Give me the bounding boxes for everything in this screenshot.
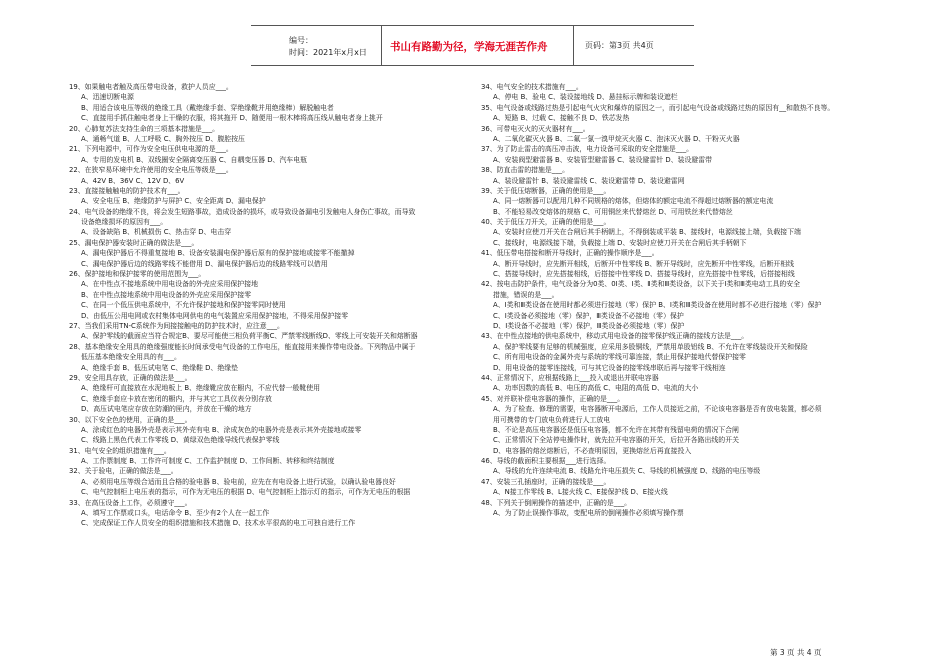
answer-option-line: A、同一熔断器可以配用几种不同规格的熔体，但熔体的额定电流不得超过熔断器的额定电流 (493, 197, 774, 206)
answer-option-line: C、完成保证工作人员安全的组织措施和技术措施 D、技术水平很高的电工可独自进行工作 (81, 519, 356, 528)
answer-option-line: A、Ⅰ类和Ⅲ类设备在使用时都必须进行接地（零）保护 B、Ⅰ类和Ⅲ类设备在使用时都不必进行接地（零）保护 (493, 301, 822, 310)
question-line: 48、下列关于倒闸操作的描述中，正确的是___。 (481, 498, 632, 507)
answer-option-line: C、所有用电设备的金属外壳与系统的零线可靠连接，禁止用保护接地代替保护接零 (493, 353, 746, 362)
answer-option-line: A、N接工作零线 B、L接火线 C、E接保护线 D、E接火线 (493, 488, 668, 497)
question-line: 22、在狭窄易环境中允许使用的安全电压等级是___。 (69, 166, 233, 175)
question-line: 33、在高压设备上工作，必须遵守___。 (69, 498, 192, 507)
answer-option-line: 用可携带的专门放电负荷进行人工放电 (493, 415, 611, 424)
answer-option-line: C、漏电保护器后边的线路零线不能借用 D、漏电保护器后边的线路零线可以借用 (81, 259, 328, 268)
answer-option-line: A、设备缺陷 B、机械损伤 C、热击穿 D、电击穿 (81, 228, 232, 237)
answer-option-line: A、二氧化碳灭火器 B、二氟一氯一溴甲烷灭火器 C、泡沫灭火器 D、干粉灭火器 (493, 134, 740, 143)
answer-option-line: A、填写工作票或口头，电话命令 B、至少有2个人在一起工作 (81, 509, 270, 518)
answer-option-line: C、正常情况下全站停电操作时，就先拉开电容器的开关，后拉开各路出线的开关 (493, 436, 739, 445)
answer-option-line: A、保护零线的截面应当符合规定B、要尽可能使三相负荷平衡C、严禁零线断线D、零线上可安装开关和熔断器 (81, 332, 418, 341)
answer-option-line: A、安全电压 B、绝缘防护与屏护 C、安全距离 D、漏电保护 (81, 197, 266, 206)
answer-option-line: A、停电 B、验电 C、装设接地线 D、悬挂标示牌和装设遮栏 (493, 93, 678, 102)
answer-option-line: A、42V B、36V C、12V D、6V (81, 176, 185, 185)
answer-option-line: A、专用的发电机 B、双线圈安全隔离变压器 C、自耦变压器 D、汽车电瓶 (81, 155, 307, 164)
page-header (251, 25, 694, 66)
answer-option-line: C、Ⅰ类设备必须接地（零）保护，Ⅲ类设备不必接地（零）保护 (493, 311, 684, 320)
answer-option-line: A、涂成红色的电器外壳是表示其外壳有电 B、涂成灰色的电器外壳是表示其外壳接地或接零 (81, 425, 362, 434)
answer-option-line: A、必须用电压等级合适而且合格的验电器 B、验电前，应先在有电设备上进行试验，以确认验电器良好 (81, 477, 396, 486)
question-line: 39、关于低压熔断器，正确的使用是___。 (481, 186, 611, 195)
answer-option-line: A、短路 B、过载 C、接触不良 D、铁芯发热 (493, 114, 630, 123)
question-line: 34、电气安全的技术措施有___。 (481, 83, 583, 91)
answer-option-line: A、迅速切断电源 (81, 93, 134, 102)
header-meta-cell (251, 26, 382, 65)
answer-option-line: A、装设避雷针 B、装设避雷线 C、装设避雷带 D、装设避雷网 (493, 176, 685, 185)
answer-option-line: A、导线的允许连续电流 B、线路允许电压损失 C、导线的机械强度 D、线路的电压等级 (493, 467, 761, 476)
question-line: 46、导线的截面积主要根据___进行选择。 (481, 457, 611, 466)
question-line: 36、可带电灭火的灭火器材有___。 (481, 124, 590, 133)
question-line: 20、心肺复苏法支持生命的三项基本措施是___。 (69, 124, 220, 133)
answer-option-line: A、为了检查、修理的需要，电容器断开电源后，工作人员接近之前，不论该电容器是否有放电装置，都必须 (493, 405, 822, 414)
header-motto-cell (382, 26, 574, 65)
question-line: 44、正常情况下，应根据线路上___投入或退出并联电容器 (481, 373, 659, 382)
answer-option-line: A、安装阀型避雷器 B、安装管型避雷器 C、装设避雷针 D、装设避雷带 (493, 155, 713, 164)
answer-option-line: A、漏电保护器后不得重复接地 B、设备安装漏电保护器后原有的保护接地或接零不能撤掉 (81, 249, 355, 258)
answer-option-line: B、不论是高压电容器还是低压电容器，都不允许在其带有残留电荷的情况下合闸 (493, 425, 739, 434)
question-line: 38、防直击雷的措施是___。 (481, 166, 570, 175)
header-motto: 书山有路勤为径，学海无涯苦作舟 (390, 41, 548, 53)
answer-option-line: B、在中性点接地系统中用电设备的外壳应采用保护接零 (81, 290, 252, 299)
answer-option-line: 措施，错误的是___。 (493, 290, 559, 299)
question-line: 28、基本绝缘安全用具的绝缘强度能长时间承受电气设备的工作电压，能直接用来操作带电设备。下列物品中属于 (69, 342, 416, 351)
right-column (481, 82, 901, 518)
question-line: 43、在中性点接地的供电系统中，移动式用电设备的接零保护线正确的接线方法是___。 (481, 332, 749, 341)
answer-option-line: A、保护零线要有足够的机械强度，应采用多股铜线，严禁用单股铝线 B、不允许在零线装设开关和保险 (493, 342, 808, 351)
question-line: 32、关于验电，正确的做法是___。 (69, 467, 178, 476)
answer-option-line: D、由低压公用电网或农村集体电网供电的电气装置应采用保护接地，不得采用保护接零 (81, 311, 349, 320)
question-line: 37、为了防止雷击的高压冲击波，电力设备可采取的安全措施是___。 (481, 145, 694, 154)
answer-option-line: A、断开导线时，应先断开相线，后断开中性零线 B、断开导线时，应先断开中性零线，后断开相线 (493, 259, 795, 268)
document-time-label: 时间：2021年x月x日 (289, 48, 367, 57)
answer-option-line: C、接线时，电源线接下端，负载接上端 D、安装时应使刀开关在合闸后其手柄朝下 (493, 238, 747, 247)
answer-option-line: C、直接用手抓住触电者身上干燥的衣服，将其拖开 D、随便用一根木棒将高压线从触电者身上挑开 (81, 114, 383, 123)
answer-option-line: 低压基本绝缘安全用具的有___。 (81, 353, 181, 362)
question-line: 42、按电击防护条件，电气设备分为0类、0Ⅰ类、Ⅰ类、Ⅱ类和Ⅲ类设备，以下关于Ⅰ类和Ⅲ类电动工具的安全 (481, 280, 801, 289)
answer-option-line: C、搭接导线时，应先搭接相线，后搭接中性零线 D、搭接导线时，应先搭接中性零线，后搭接相线 (493, 270, 795, 279)
answer-option-line: C、绝缘手套应卡放在密闭的橱内，并与其它工具仪表分别存放 (81, 394, 272, 403)
answer-option-line: A、在中性点不接地系统中用电设备的外壳应采用保护接地 (81, 280, 258, 289)
question-line: 26、保护接地和保护接零的使用范围为___。 (69, 270, 206, 279)
question-line: 24、电气设备的绝缘不良，将会发生短路事故，造成设备的损坏，或导致设备漏电引发触电人身伤亡事故，而导致 (69, 207, 416, 216)
answer-option-line: D、电容器的熔丝熔断后，不必查明原因，更换熔丝后再直接投入 (493, 446, 692, 455)
footer-page-number: 第 3 页 共 4 页 (770, 648, 822, 657)
left-column (69, 82, 489, 529)
answer-option-line: A、绝缘手套 B、低压试电笔 C、绝缘鞋 D、绝缘垫 (81, 363, 239, 372)
question-line: 30、以下安全色的使用，正确的是___。 (69, 415, 192, 424)
answer-option-line: D、高压试电笔应存放在防潮的匣内，并放在干燥的地方 (81, 405, 252, 414)
question-line: 29、安全用具存放，正确的做法是___。 (69, 373, 192, 382)
question-line: 47、安装三孔插座时，正确的接线是___。 (481, 477, 611, 486)
question-line: 19、如果触电者触及高压带电设备，救护人员应___。 (69, 83, 233, 91)
header-page-label: 页码：第3页 共4页 (585, 41, 654, 50)
answer-option-line: D、用电设备的接零连接线，可与其它设备的接零线串联后再与接零干线相连 (493, 363, 726, 372)
question-line: 41、低压带电搭接和断开导线时，正确的操作顺序是___。 (481, 249, 659, 258)
question-line: 45、对并联补偿电容器的操作，正确的是___。 (481, 394, 625, 403)
question-line: 21、下列电源中，可作为安全电压供电电源的是___。 (69, 145, 233, 154)
question-line: 23、直接接触触电的防护技术有___。 (69, 186, 185, 195)
answer-option-line: A、功率因数的高低 B、电压的高低 C、电阻的高低 D、电流的大小 (493, 384, 699, 393)
question-line: 27、当我们采用TN-C系统作为间接接触电的防护技术时，应注意___。 (69, 321, 284, 330)
answer-option-line: A、工作票制度 B、工作许可制度 C、工作监护制度 D、工作间断、转移和终结制度 (81, 457, 335, 466)
answer-option-line: D、Ⅰ类设备不必接地（零）保护，Ⅲ类设备必须接地（零）保护 (493, 321, 685, 330)
answer-option-line: B、不能轻易改变熔体的规格 C、可用铜丝来代替熔丝 D、可用铁丝来代替熔丝 (493, 207, 733, 216)
answer-option-line: A、绝缘杆可直接放在水泥地板上 B、绝缘靴应放在橱内，不应代替一般靴使用 (81, 384, 321, 393)
answer-option-line: A、为了防止误操作事故，变配电所的倒闸操作必须填写操作票 (493, 509, 684, 518)
answer-option-line: B、用适合该电压等级的绝缘工具（戴绝缘手套、穿绝缘靴并用绝缘棒）解脱触电者 (81, 103, 334, 112)
answer-option-line: A、通畅气道 B、人工呼吸 C、胸外按压 D、腹腔按压 (81, 134, 245, 143)
answer-option-line: C、在同一个低压供电系统中，不允许保护接地和保护接零同时使用 (81, 301, 286, 310)
answer-option-line: 设备绝缘损坏的原因有___。 (81, 218, 168, 227)
answer-option-line: A、安装时应使刀开关在合闸后其手柄朝上，不得倒装或平装 B、接线时，电源线接上端，负载接下端 (493, 228, 801, 237)
document-number-label: 编号： (289, 36, 313, 45)
question-line: 25、漏电保护器安装时正确的做法是___。 (69, 238, 199, 247)
question-line: 31、电气安全的组织措施有___。 (69, 446, 171, 455)
question-line: 40、关于低压刀开关，正确的使用是___。 (481, 218, 611, 227)
question-line: 35、电气设备或线路过热是引起电气火灾和爆炸的原因之一，而引起电气设备或线路过热的原因有__和散热不良等。 (481, 103, 835, 112)
answer-option-line: C、电气控制柜上电压表的指示，可作为无电压的根据 D、电气控制柜上指示灯的指示，可作为无电压的根据 (81, 488, 411, 497)
answer-option-line: C、线路上黑色代表工作零线 D、黄绿双色绝缘导线代表保护零线 (81, 436, 280, 445)
